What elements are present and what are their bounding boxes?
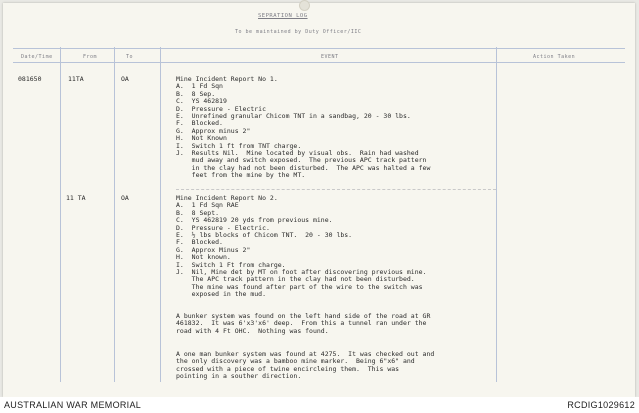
archive-footer <box>0 397 639 413</box>
col-header-event: EVENT <box>321 54 339 60</box>
col-header-to: To <box>126 54 134 60</box>
entry-1-date-time: 081650 <box>18 75 42 83</box>
log-title: SEPRATION LOG <box>258 13 308 19</box>
footer-record-id: RCDIG1029612 <box>567 400 635 410</box>
entry-1-event-text: Mine Incident Report No 1. A. 1 Fd Sqn B. 8 Sep. C. YS 462819 D. Pressure - Electric E. Unrefined granular Chicom TNT in a sandbag, 20 - 30 lbs. F. Blocked. G. Approx minus 2" H. Not Known I. Switch 1 ft from TNT charge. J. Results Nil. Mine located by visual obs. Rain had washed mud away and switch exposed. The previous APC track pattern in the clay had not been disturbed. The APC was halted a few feet from the mine by the MT. <box>176 75 431 180</box>
entry-2-event-text: Mine Incident Report No 2. A. 1 Fd Sqn RAE B. 8 Sept. C. YS 462819 20 yds from previous mine. D. Pressure - Electric. E. ½ lbs blocks of Chicom TNT. 20 - 30 lbs. F. Blocked. G. Approx Minus 2" H. Not known. I. Switch 1 Ft from charge. J. Nil, Mine det by MT on foot after discovering previous mine. The APC track pattern in the clay had not been disturbed. The mine was found after part of the wire to the switch was exposed in the mud. <box>176 194 427 299</box>
col-header-from: From <box>83 54 98 60</box>
header-top-rule <box>13 48 625 49</box>
entry-2-from: 11 TA <box>66 194 86 202</box>
col-divider-1 <box>60 47 61 382</box>
log-subtitle: To be maintained by Duty Officer/IIC <box>235 29 362 35</box>
document-page <box>3 3 635 397</box>
col-divider-4 <box>496 47 497 382</box>
entry-1-to: OA <box>121 75 129 83</box>
entry-separator <box>176 189 496 190</box>
entry-1-from: 11TA <box>68 75 84 83</box>
header-bottom-rule <box>13 62 625 63</box>
col-divider-3 <box>160 47 161 382</box>
bunker-paragraph-1: A bunker system was found on the left hand side of the road at GR 461832. It was 6'x3'x6' deep. From this a tunnel ran under the road with 4 Ft OHC. Nothing was found. <box>176 312 431 335</box>
bunker-paragraph-2: A one man bunker system was found at 4275. It was checked out and the only discovery was a bamboo mine marker. Being 6"x6" and crossed with a piece of twine encircleing them. This was pointing in a souther direction. <box>176 350 435 381</box>
col-header-date-time: Date/Time <box>21 54 53 60</box>
footer-institution: AUSTRALIAN WAR MEMORIAL <box>4 400 142 410</box>
punch-hole-top <box>299 0 310 11</box>
entry-2-to: OA <box>121 194 129 202</box>
col-divider-2 <box>114 47 115 382</box>
col-header-action-taken: Action Taken <box>533 54 576 60</box>
